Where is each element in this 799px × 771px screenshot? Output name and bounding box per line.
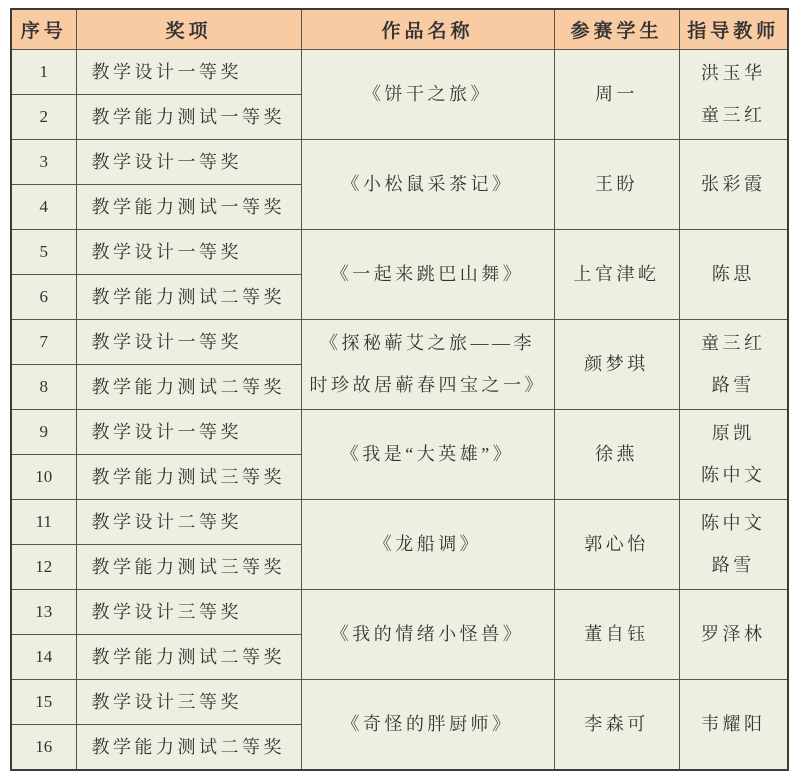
student-cell: 郭心怡 bbox=[554, 499, 679, 589]
teacher-name: 洪玉华 bbox=[701, 63, 766, 83]
student-cell: 徐燕 bbox=[554, 409, 679, 499]
work-title-cell: 《龙船调》 bbox=[301, 499, 554, 589]
table-row bbox=[11, 49, 788, 94]
teacher-cell bbox=[679, 229, 788, 319]
header-work-title: 作品名称 bbox=[301, 9, 554, 49]
row-number: 10 bbox=[11, 454, 76, 499]
teacher-name: 路雪 bbox=[711, 375, 755, 395]
teacher-name: 路雪 bbox=[711, 555, 755, 575]
award-cell: 教学设计一等奖 bbox=[76, 139, 301, 184]
award-cell: 教学设计三等奖 bbox=[76, 589, 301, 634]
award-cell: 教学设计一等奖 bbox=[76, 319, 301, 364]
row-number: 13 bbox=[11, 589, 76, 634]
row-number: 9 bbox=[11, 409, 76, 454]
work-title-cell: 《我是“大英雄”》 bbox=[301, 409, 554, 499]
teacher-name: 韦耀阳 bbox=[701, 714, 766, 734]
header-award: 奖项 bbox=[76, 9, 301, 49]
award-cell: 教学能力测试三等奖 bbox=[76, 544, 301, 589]
teacher-cell bbox=[679, 679, 788, 770]
work-title-cell: 《一起来跳巴山舞》 bbox=[301, 229, 554, 319]
table-row bbox=[11, 589, 788, 634]
row-number: 8 bbox=[11, 364, 76, 409]
student-cell: 周一 bbox=[554, 49, 679, 139]
teacher-name: 童三红 bbox=[701, 105, 766, 125]
teacher-name: 陈中文 bbox=[701, 513, 766, 533]
student-cell: 上官津屹 bbox=[554, 229, 679, 319]
award-cell: 教学设计一等奖 bbox=[76, 229, 301, 274]
teacher-cell bbox=[679, 499, 788, 589]
teacher-name: 童三红 bbox=[701, 333, 766, 353]
table-row bbox=[11, 139, 788, 184]
award-cell: 教学能力测试二等奖 bbox=[76, 364, 301, 409]
header-row bbox=[11, 9, 788, 49]
teacher-cell bbox=[679, 589, 788, 679]
work-title-cell: 《奇怪的胖厨师》 bbox=[301, 679, 554, 770]
row-number: 7 bbox=[11, 319, 76, 364]
student-cell: 董自钰 bbox=[554, 589, 679, 679]
award-cell: 教学能力测试二等奖 bbox=[76, 724, 301, 770]
work-title-cell: 《我的情绪小怪兽》 bbox=[301, 589, 554, 679]
teacher-name: 罗泽林 bbox=[701, 624, 766, 644]
teacher-cell bbox=[679, 139, 788, 229]
award-cell: 教学能力测试三等奖 bbox=[76, 454, 301, 499]
table-row bbox=[11, 229, 788, 274]
row-number: 12 bbox=[11, 544, 76, 589]
row-number: 6 bbox=[11, 274, 76, 319]
award-cell: 教学能力测试二等奖 bbox=[76, 274, 301, 319]
award-cell: 教学设计一等奖 bbox=[76, 409, 301, 454]
header-index: 序号 bbox=[11, 9, 76, 49]
row-number: 16 bbox=[11, 724, 76, 770]
teacher-cell bbox=[679, 49, 788, 139]
table-row bbox=[11, 679, 788, 724]
row-number: 1 bbox=[11, 49, 76, 94]
award-cell: 教学设计二等奖 bbox=[76, 499, 301, 544]
teacher-name: 陈中文 bbox=[701, 465, 766, 485]
row-number: 11 bbox=[11, 499, 76, 544]
work-title-cell: 《饼干之旅》 bbox=[301, 49, 554, 139]
award-cell: 教学能力测试一等奖 bbox=[76, 94, 301, 139]
teacher-cell bbox=[679, 319, 788, 409]
student-cell: 李森可 bbox=[554, 679, 679, 770]
table-row bbox=[11, 409, 788, 454]
work-title-cell: 《小松鼠采茶记》 bbox=[301, 139, 554, 229]
student-cell: 王盼 bbox=[554, 139, 679, 229]
teacher-name: 张彩霞 bbox=[701, 174, 766, 194]
award-cell: 教学设计一等奖 bbox=[76, 49, 301, 94]
teacher-cell bbox=[679, 409, 788, 499]
row-number: 15 bbox=[11, 679, 76, 724]
row-number: 2 bbox=[11, 94, 76, 139]
work-title-cell: 《探秘蕲艾之旅——李时珍故居蕲春四宝之一》 bbox=[301, 319, 554, 409]
award-cell: 教学能力测试二等奖 bbox=[76, 634, 301, 679]
row-number: 4 bbox=[11, 184, 76, 229]
row-number: 3 bbox=[11, 139, 76, 184]
header-teacher: 指导教师 bbox=[679, 9, 788, 49]
teacher-name: 原凯 bbox=[711, 423, 755, 443]
row-number: 14 bbox=[11, 634, 76, 679]
award-cell: 教学能力测试一等奖 bbox=[76, 184, 301, 229]
table-row bbox=[11, 499, 788, 544]
award-cell: 教学设计三等奖 bbox=[76, 679, 301, 724]
teacher-name: 陈思 bbox=[711, 264, 755, 284]
header-student: 参赛学生 bbox=[554, 9, 679, 49]
row-number: 5 bbox=[11, 229, 76, 274]
awards-table bbox=[10, 8, 789, 771]
student-cell: 颜梦琪 bbox=[554, 319, 679, 409]
table-row bbox=[11, 319, 788, 364]
